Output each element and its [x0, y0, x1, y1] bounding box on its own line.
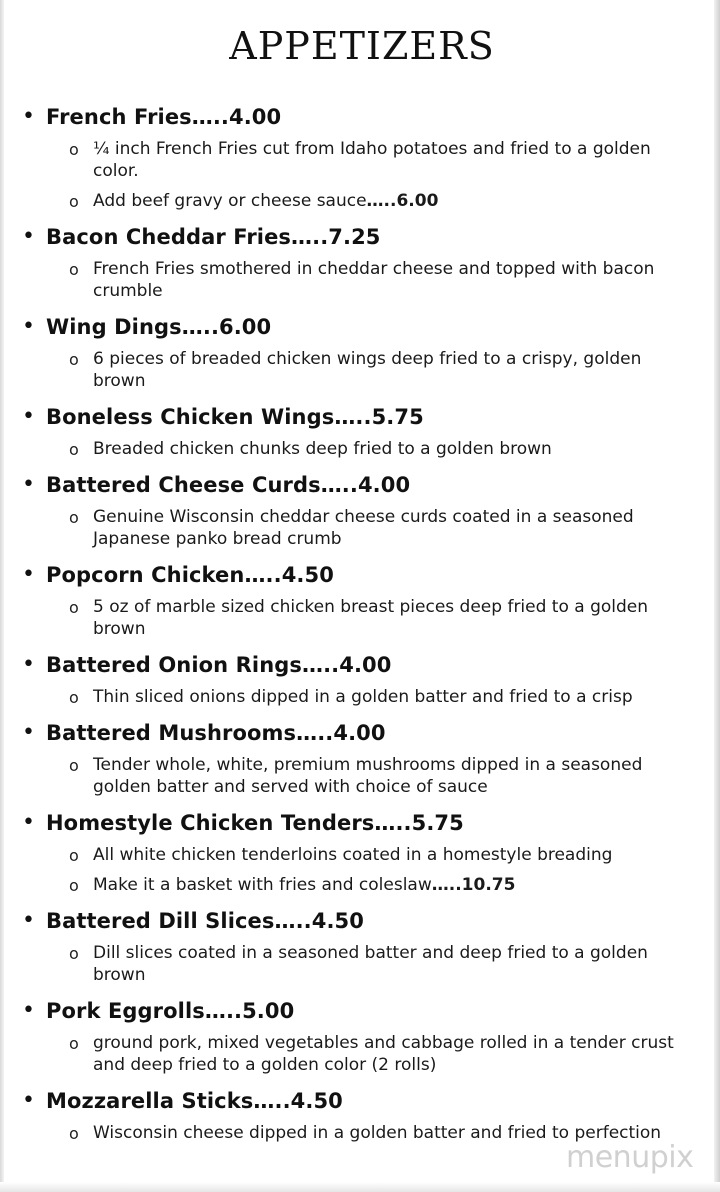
bullet-icon: •	[22, 562, 35, 587]
menu-item-description	[4, 258, 714, 302]
menu-item-header	[4, 648, 714, 686]
sub-bullet-icon: o	[69, 688, 79, 707]
bullet-icon: •	[22, 472, 35, 497]
menu-item-description	[4, 754, 714, 798]
sub-bullet-icon: o	[69, 598, 79, 617]
bullet-icon: •	[22, 224, 35, 249]
menu-item	[4, 468, 714, 550]
sub-bullet-icon: o	[69, 876, 79, 895]
menu-item-header	[4, 220, 714, 258]
menu-item-header	[4, 994, 714, 1032]
menu-item	[4, 806, 714, 896]
menu-item-name: Homestyle Chicken Tenders…..5.75	[46, 811, 464, 835]
menu-item-description	[4, 874, 714, 896]
description-text: Wisconsin cheese dipped in a golden batter and fried to perfection	[93, 1123, 662, 1143]
menu-item	[4, 220, 714, 302]
menu-item-header	[4, 904, 714, 942]
addon-price: …..6.00	[366, 191, 439, 211]
bullet-icon: •	[22, 810, 35, 835]
bullet-icon: •	[22, 720, 35, 745]
page-edge-bottom	[0, 1182, 720, 1192]
menu-item-header	[4, 100, 714, 138]
sub-bullet-icon: o	[69, 440, 79, 459]
menu-item-name: Battered Onion Rings…..4.00	[46, 653, 392, 677]
menu-item-name: Bacon Cheddar Fries…..7.25	[46, 225, 381, 249]
menu-item-name: Mozzarella Sticks…..4.50	[46, 1089, 343, 1113]
description-text: Genuine Wisconsin cheddar cheese curds coated in a seasoned Japanese panko bread crumb	[93, 507, 634, 549]
sub-bullet-icon: o	[69, 508, 79, 527]
sub-bullet-icon: o	[69, 260, 79, 279]
sub-bullet-icon: o	[69, 1124, 79, 1143]
menu-item	[4, 648, 714, 708]
menu-item	[4, 400, 714, 460]
sub-bullet-icon: o	[69, 140, 79, 159]
menu-item-header	[4, 716, 714, 754]
menu-item-description	[4, 348, 714, 392]
description-text: All white chicken tenderloins coated in a homestyle breading	[93, 845, 613, 865]
bullet-icon: •	[22, 104, 35, 129]
bullet-icon: •	[22, 908, 35, 933]
sub-bullet-icon: o	[69, 756, 79, 775]
menu-item	[4, 558, 714, 640]
bullet-icon: •	[22, 652, 35, 677]
menu-item-name: Battered Cheese Curds…..4.00	[46, 473, 411, 497]
menu-item-name: French Fries…..4.00	[46, 105, 282, 129]
appetizer-list	[4, 100, 714, 1152]
bullet-icon: •	[22, 404, 35, 429]
menu-item-description	[4, 844, 714, 866]
menu-item-name: Pork Eggrolls…..5.00	[46, 999, 295, 1023]
description-text: French Fries smothered in cheddar cheese and topped with bacon crumble	[93, 259, 655, 301]
description-text: Thin sliced onions dipped in a golden batter and fried to a crisp	[93, 687, 633, 707]
sub-bullet-icon: o	[69, 350, 79, 369]
sub-bullet-icon: o	[69, 192, 79, 211]
menu-item-description	[4, 138, 714, 182]
menu-item	[4, 716, 714, 798]
menu-item-description	[4, 596, 714, 640]
menu-item-name: Battered Mushrooms…..4.00	[46, 721, 386, 745]
menu-item-header	[4, 558, 714, 596]
menu-item-description	[4, 942, 714, 986]
description-text: ¼ inch French Fries cut from Idaho potatoes and fried to a golden color.	[93, 139, 651, 181]
menu-item	[4, 1084, 714, 1144]
addon-price: …..10.75	[431, 875, 516, 895]
menu-item-description	[4, 506, 714, 550]
menu-item-description	[4, 1032, 714, 1076]
menu-item-name: Battered Dill Slices…..4.50	[46, 909, 364, 933]
menu-item-description	[4, 190, 714, 212]
menu-item-name: Wing Dings…..6.00	[46, 315, 272, 339]
page-edge-left	[0, 0, 4, 1192]
description-text: Tender whole, white, premium mushrooms dipped in a seasoned golden batter and served with choice of sauce	[93, 755, 643, 797]
bullet-icon: •	[22, 314, 35, 339]
bullet-icon: •	[22, 1088, 35, 1113]
description-text: ground pork, mixed vegetables and cabbage rolled in a tender crust and deep fried to a golden color (2 rolls)	[93, 1033, 674, 1075]
menu-item-name: Boneless Chicken Wings…..5.75	[46, 405, 424, 429]
menu-item-header	[4, 1084, 714, 1122]
description-text: Make it a basket with fries and coleslaw	[93, 875, 432, 895]
description-text: Add beef gravy or cheese sauce	[93, 191, 367, 211]
description-text: Dill slices coated in a seasoned batter and deep fried to a golden brown	[93, 943, 648, 985]
menu-item	[4, 904, 714, 986]
menu-item-header	[4, 806, 714, 844]
description-text: Breaded chicken chunks deep fried to a golden brown	[93, 439, 552, 459]
sub-bullet-icon: o	[69, 846, 79, 865]
menu-item	[4, 994, 714, 1076]
sub-bullet-icon: o	[69, 944, 79, 963]
menu-page	[4, 0, 714, 1192]
menu-item	[4, 100, 714, 212]
menu-item-header	[4, 310, 714, 348]
sub-bullet-icon: o	[69, 1034, 79, 1053]
menu-item	[4, 310, 714, 392]
bullet-icon: •	[22, 998, 35, 1023]
page-title: APPETIZERS	[229, 24, 495, 68]
description-text: 5 oz of marble sized chicken breast pieces deep fried to a golden brown	[93, 597, 649, 639]
menu-item-name: Popcorn Chicken…..4.50	[46, 563, 334, 587]
description-text: 6 pieces of breaded chicken wings deep fried to a crispy, golden brown	[93, 349, 642, 391]
menu-item-header	[4, 468, 714, 506]
watermark: menupix	[566, 1140, 694, 1175]
menu-item-description	[4, 438, 714, 460]
menu-item-description	[4, 686, 714, 708]
page-edge-right	[714, 0, 720, 1192]
menu-item-header	[4, 400, 714, 438]
